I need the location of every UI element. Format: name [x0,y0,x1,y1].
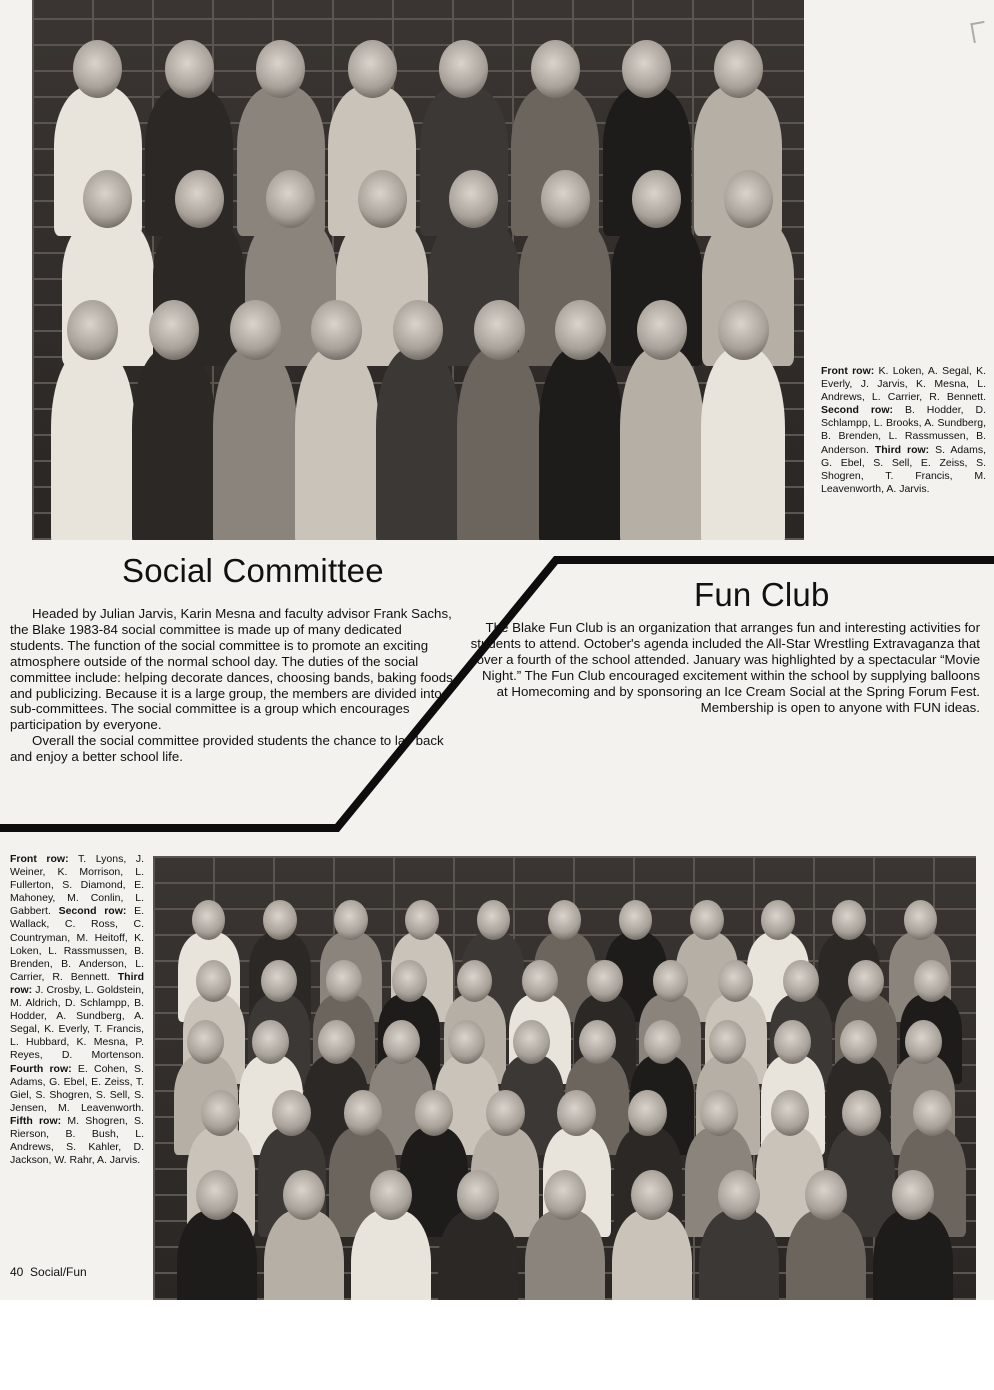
student-head [653,960,688,1002]
student-head [544,1170,586,1220]
group-of-students [153,880,976,1300]
student-head [587,960,622,1002]
student-head [709,1020,746,1064]
fun-club-heading: Fun Club [694,576,830,613]
student-figure [699,1210,779,1300]
fun-club-paragraph: The Blake Fun Club is an organization that arranges fun and interesting activities for students to attend. October's agenda included the All-Star Wrestling Extravaganza that over a fourth of the school attended. January was highlighted by a spectacular “Movie Night.” The Fun Club encouraged excitement within the school by supplying balloons at Homecoming and by sponsoring an Ice Cream Social at the Spring Forum Fest. Membership is open to anyone with FUN ideas. [470,620,980,715]
student-figure [612,1210,692,1300]
student-head [892,1170,934,1220]
caption-fifth-row: M. Shogren, S. Rierson, B. Bush, L. Andrews, S. Kahler, D. Jackson, W. Rahr, A. Jarvis. [10,1114,144,1167]
student-head [783,960,818,1002]
student-head [644,1020,681,1064]
student-head [690,900,724,940]
student-head [318,1020,355,1064]
student-head [848,960,883,1002]
student-head [415,1090,454,1136]
student-head [557,1090,596,1136]
student-head [718,1170,760,1220]
section-name: Social/Fun [30,1265,87,1279]
student-head [457,960,492,1002]
student-head [832,900,866,940]
student-head [840,1020,877,1064]
caption-front-row-label: Front row: [821,365,875,377]
student-figure [177,1210,257,1300]
student-head [261,960,296,1002]
fun-club-caption [10,853,144,1167]
social-committee-article [10,606,458,765]
student-head [905,1020,942,1064]
student-head [192,900,226,940]
student-figure [264,1210,344,1300]
caption-front-row: T. Lyons, J. Weiner, K. Morrison, L. Fullerton, S. Diamond, E. Mahoney, M. Conlin, L. Gabbert. [10,853,145,918]
student-head [448,1020,485,1064]
student-figure [525,1210,605,1300]
student-head [201,1090,240,1136]
caption-second-row-label: Second row: [821,404,894,417]
caption-third-row: S. Adams, G. Ebel, S. Sell, E. Zeiss, S. Shogren, T. Francis, M. Leavenworth, A. Jarvis. [821,443,987,495]
caption-fourth-row: E. Cohen, S. Adams, G. Ebel, E. Zeiss, T. Giel, S. Shogren, S. Sell, S. Jensen, M. Leavenworth. [10,1062,144,1114]
student-head [477,900,511,940]
social-committee-paragraph-1: Headed by Julian Jarvis, Karin Mesna and faculty advisor Frank Sachs, the Blake 1983-84 social committee is made up of many dedicated students. The function of the social committee is to promote an exciting atmosphere outside of the normal school day. The duties of the social committee include: helping decorate dances, choosing bands, baking foods, and publicizing. Because it is a large group, the members are divided into sub-committees. The social committee is a group which encourages participation by everyone. [10,606,457,733]
social-committee-heading: Social Committee [122,552,384,589]
student-head [326,960,361,1002]
student-head [187,1020,224,1064]
student-head [522,960,557,1002]
student-head [486,1090,525,1136]
student-head [263,900,297,940]
caption-third-row-label: Third row: [874,443,930,456]
caption-second-row: E. Wallack, C. Ross, C. Countryman, M. Heitoff, K. Loken, L. Rassmussen, B. Brenden, B. Anderson, L. Carrier, R. Bennett. [10,905,145,983]
social-committee-paragraph-2: Overall the social committee provided students the chance to lay back and enjoy a better school life. [10,733,444,765]
student-head [196,960,231,1002]
caption-front-row: K. Loken, A. Segal, K. Everly, J. Jarvis, K. Mesna, L. Andrews, L. Carrier, R. Bennett. [821,365,987,404]
fun-club-article [468,620,980,715]
student-head [457,1170,499,1220]
student-head [628,1090,667,1136]
student-figure [351,1210,431,1300]
student-head [913,1090,952,1136]
student-head [283,1170,325,1220]
student-head [631,1170,673,1220]
student-figure [786,1210,866,1300]
student-head [761,900,795,940]
student-head [334,900,368,940]
caption-third-row-label: Third row: [10,970,144,996]
caption-second-row: B. Hodder, D. Schlampp, L. Brooks, A. Sundberg, B. Brenden, L. Rassmussen, B. Anderson. [821,404,986,456]
caption-front-row-label: Front row: [10,853,69,865]
student-head [771,1090,810,1136]
student-head [914,960,949,1002]
student-head [196,1170,238,1220]
student-head [904,900,938,940]
student-head [718,960,753,1002]
student-head [805,1170,847,1220]
caption-fourth-row-label: Fourth row: [10,1062,72,1075]
caption-third-row: J. Crosby, L. Goldstein, M. Aldrich, D. Schlampp, B. Hodder, A. Sundberg, A. Segal, K. Everly, T. Francis, L. Hubbard, K. Mesna, P. Reyes, D. Mortenson. [10,983,144,1062]
student-figure [873,1210,953,1300]
student-head [383,1020,420,1064]
student-head [272,1090,311,1136]
student-head [548,900,582,940]
caption-second-row-label: Second row: [58,905,127,918]
student-figure [438,1210,518,1300]
student-head [579,1020,616,1064]
fun-club-photo [153,856,976,1300]
page-footer [10,1265,87,1279]
student-head [370,1170,412,1220]
student-head [842,1090,881,1136]
caption-fifth-row-label: Fifth row: [10,1114,62,1127]
page-number: 40 [10,1265,24,1279]
student-head [700,1090,739,1136]
student-head [392,960,427,1002]
student-head [405,900,439,940]
student-head [344,1090,383,1136]
